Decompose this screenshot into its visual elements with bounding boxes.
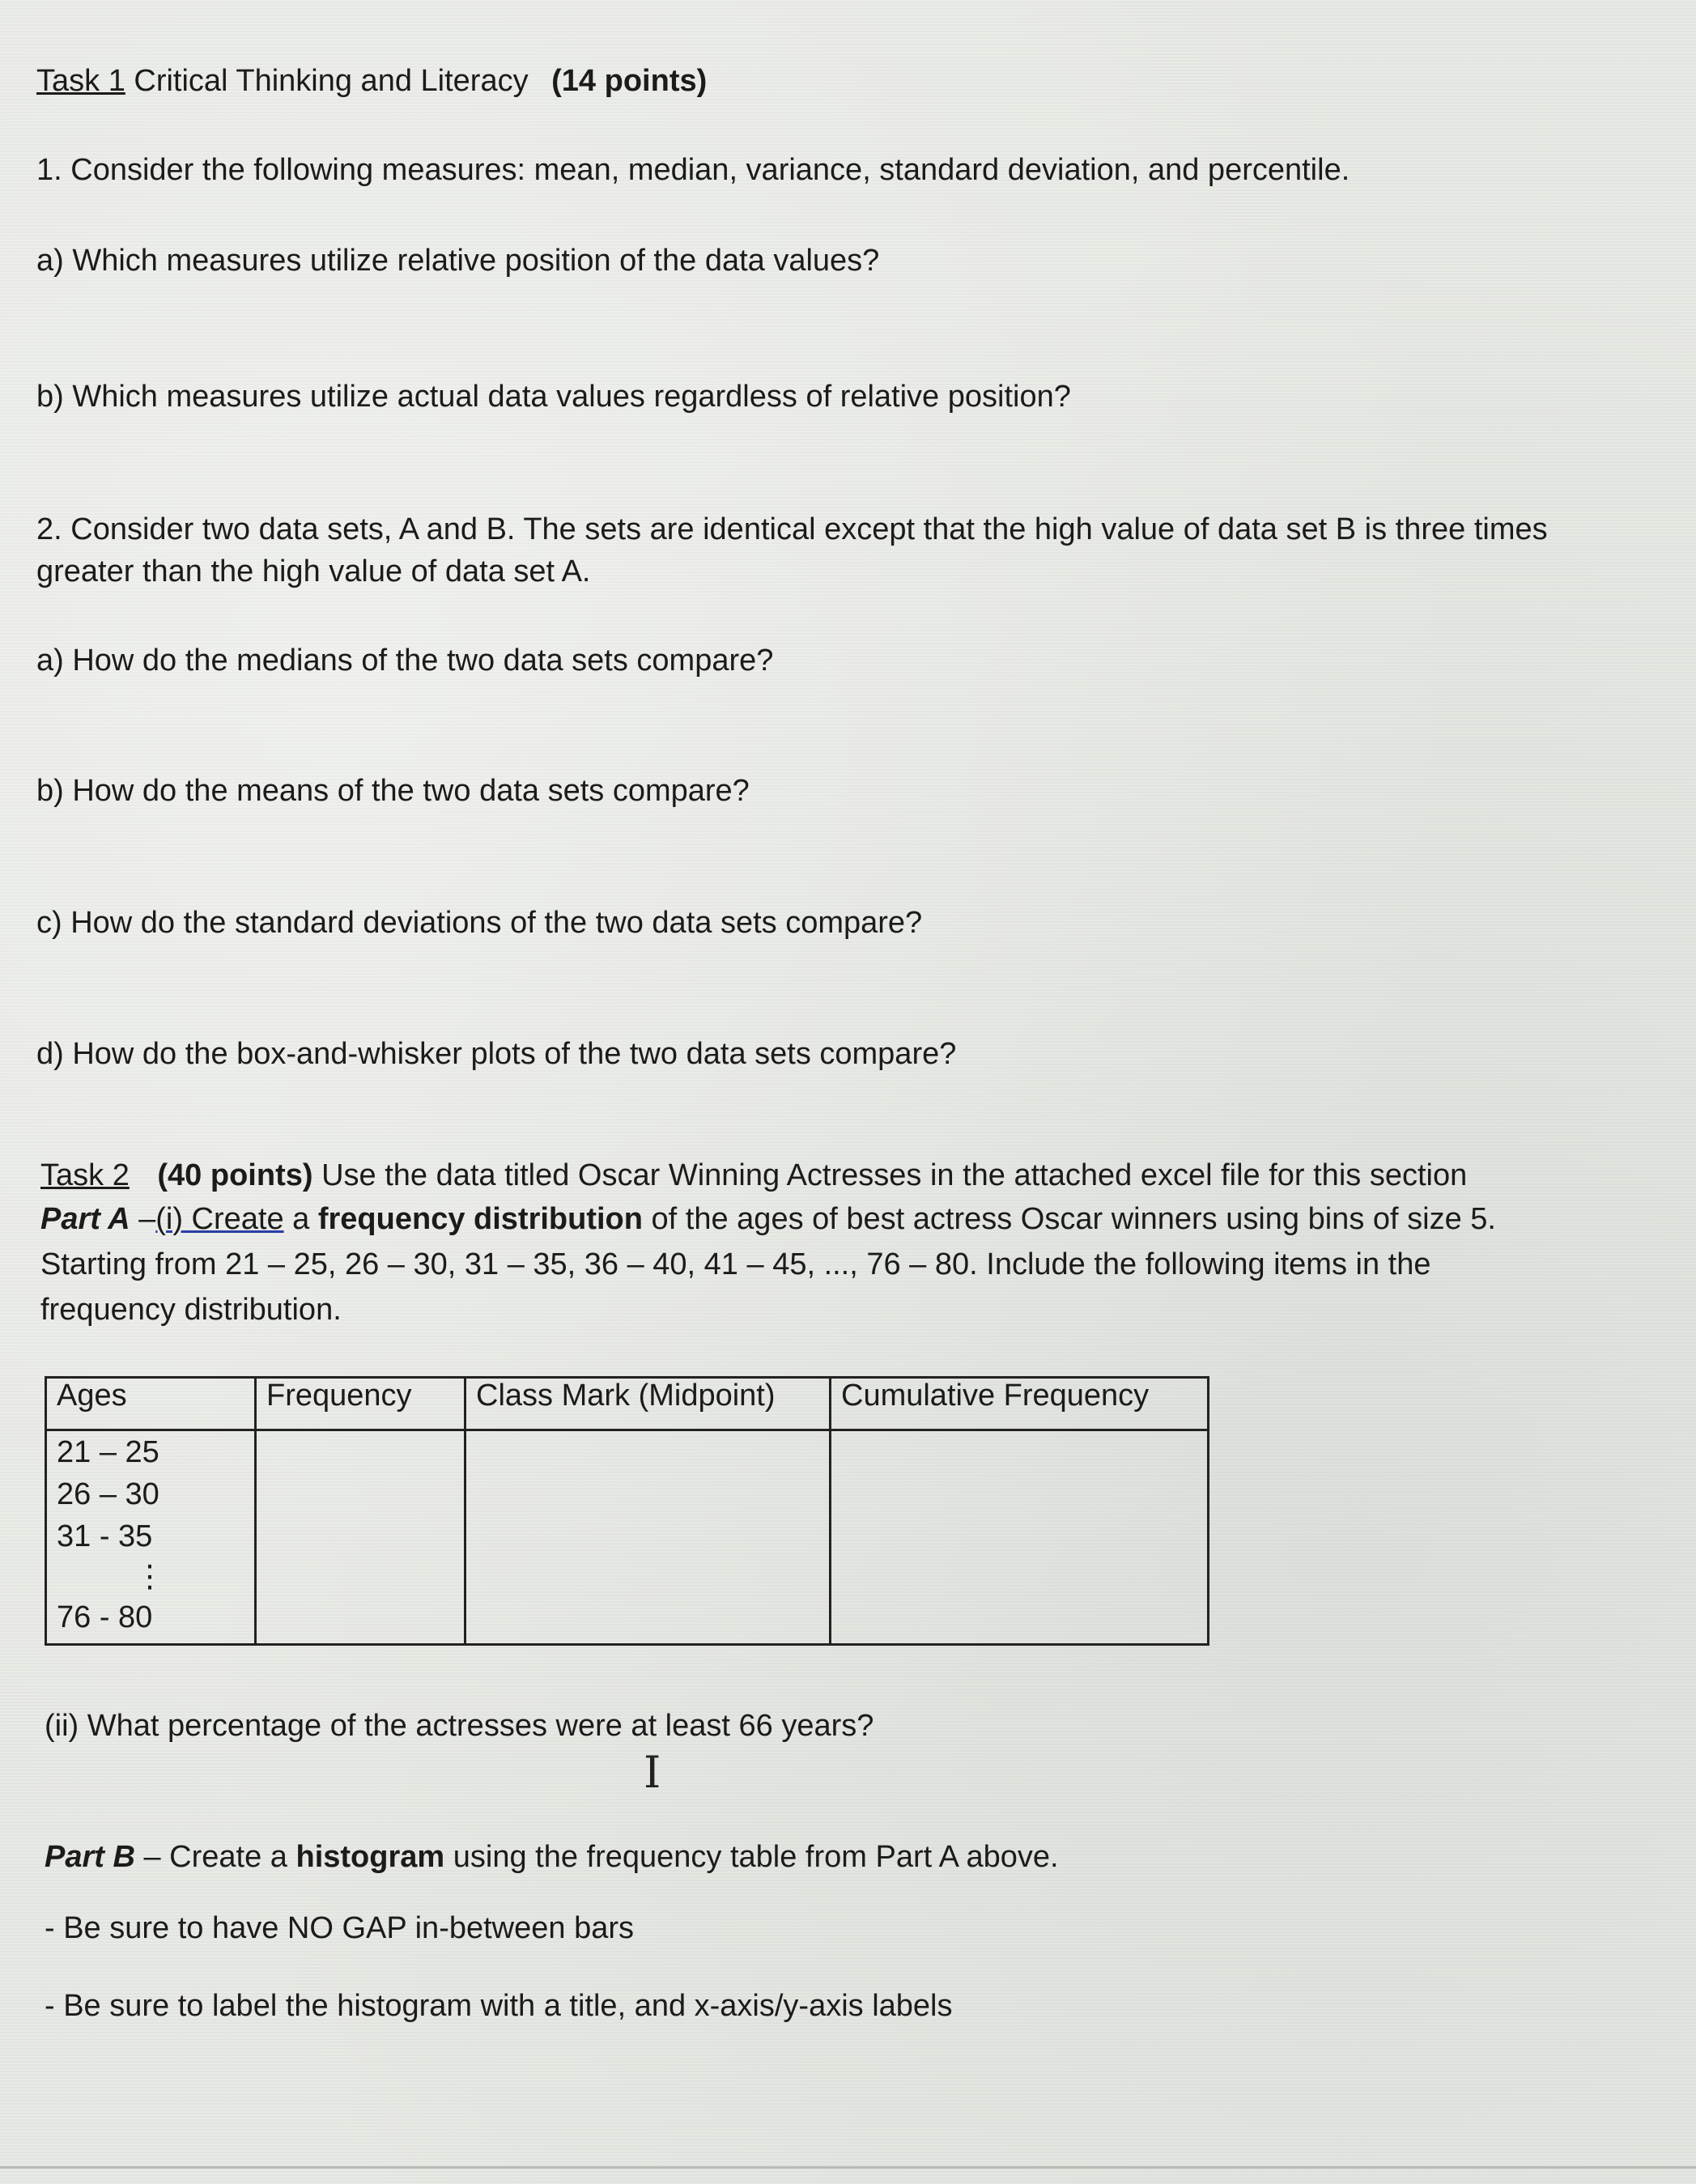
partB-bullet-1: - Be sure to have NO GAP in-between bars <box>45 1911 634 1945</box>
header-class-mark: Class Mark (Midpoint) <box>465 1378 831 1430</box>
question-1a: a) Which measures utilize relative position of the data values? <box>36 244 880 278</box>
partA-label: Part A <box>40 1202 130 1236</box>
partA-line1 <box>40 1201 1496 1239</box>
cumulative-frequency-column-cell[interactable] <box>831 1430 1209 1645</box>
partB-bullet-2: - Be sure to label the histogram with a title, and x-axis/y-axis labels <box>45 1989 953 2023</box>
partA-create-link: (i) Create <box>155 1202 284 1236</box>
partA-frequency-distribution: frequency distribution <box>317 1202 643 1236</box>
partA-dash: – <box>130 1202 156 1236</box>
task1-label: Task 1 <box>36 64 125 98</box>
partB-label: Part B <box>45 1840 135 1874</box>
partB-text2: using the frequency table from Part A above. <box>444 1840 1059 1874</box>
task1-title: Critical Thinking and Literacy <box>125 64 529 98</box>
age-bin-ellipsis: ⋮ <box>134 1560 167 1594</box>
task2-label: Task 2 <box>40 1158 130 1192</box>
partA-text2: of the ages of best actress Oscar winners using bins of size 5. <box>642 1202 1496 1236</box>
partA-line2: Starting from 21 – 25, 26 – 30, 31 – 35, 36 – 40, 41 – 45, ..., 76 – 80. Include the following items in the <box>40 1247 1431 1281</box>
question-1b: b) Which measures utilize actual data values regardless of relative position? <box>36 380 1071 414</box>
task2-points: (40 points) <box>157 1158 313 1192</box>
ages-column <box>46 1430 256 1645</box>
partA-line3: frequency distribution. <box>40 1293 342 1327</box>
frequency-table <box>45 1376 1209 1646</box>
question-2c: c) How do the standard deviations of the two data sets compare? <box>36 906 923 940</box>
age-bin: 31 - 35 <box>57 1519 153 1553</box>
task1-heading <box>36 63 707 100</box>
partB-text1: – Create a <box>134 1840 296 1874</box>
question-2d: d) How do the box-and-whisker plots of the two data sets compare? <box>36 1037 957 1071</box>
question-2a: a) How do the medians of the two data sets compare? <box>36 644 774 678</box>
age-bin: 26 – 30 <box>57 1477 159 1511</box>
partB-line1 <box>45 1839 1059 1876</box>
task1-points: (14 points) <box>551 64 708 98</box>
task2-intro: Use the data titled Oscar Winning Actresses in the attached excel file for this section <box>312 1158 1468 1192</box>
task2-heading <box>40 1158 1467 1195</box>
age-bin: 21 – 25 <box>57 1435 159 1469</box>
header-frequency: Frequency <box>256 1378 465 1430</box>
partA-text1: a <box>283 1202 318 1236</box>
age-bin: 76 - 80 <box>57 1600 153 1634</box>
text-cursor-icon: I <box>644 1747 661 1798</box>
header-cumulative-frequency: Cumulative Frequency <box>831 1378 1209 1430</box>
question-2-line2: greater than the high value of data set A. <box>36 554 591 588</box>
question-2b: b) How do the means of the two data sets compare? <box>36 774 750 808</box>
question-2-line1: 2. Consider two data sets, A and B. The sets are identical except that the high value of data set B is three times <box>36 512 1548 546</box>
header-ages: Ages <box>46 1378 256 1430</box>
partA-ii: (ii) What percentage of the actresses were at least 66 years? <box>45 1709 874 1743</box>
frequency-column-cell[interactable] <box>256 1430 465 1645</box>
page-bottom-edge <box>0 2166 1696 2169</box>
partB-histogram: histogram <box>295 1840 445 1874</box>
question-1: 1. Consider the following measures: mean, median, variance, standard deviation, and percentile. <box>36 153 1350 187</box>
class-mark-column-cell[interactable] <box>465 1430 831 1645</box>
frequency-table-body-row <box>46 1430 1209 1645</box>
frequency-table-header-row <box>46 1378 1209 1430</box>
